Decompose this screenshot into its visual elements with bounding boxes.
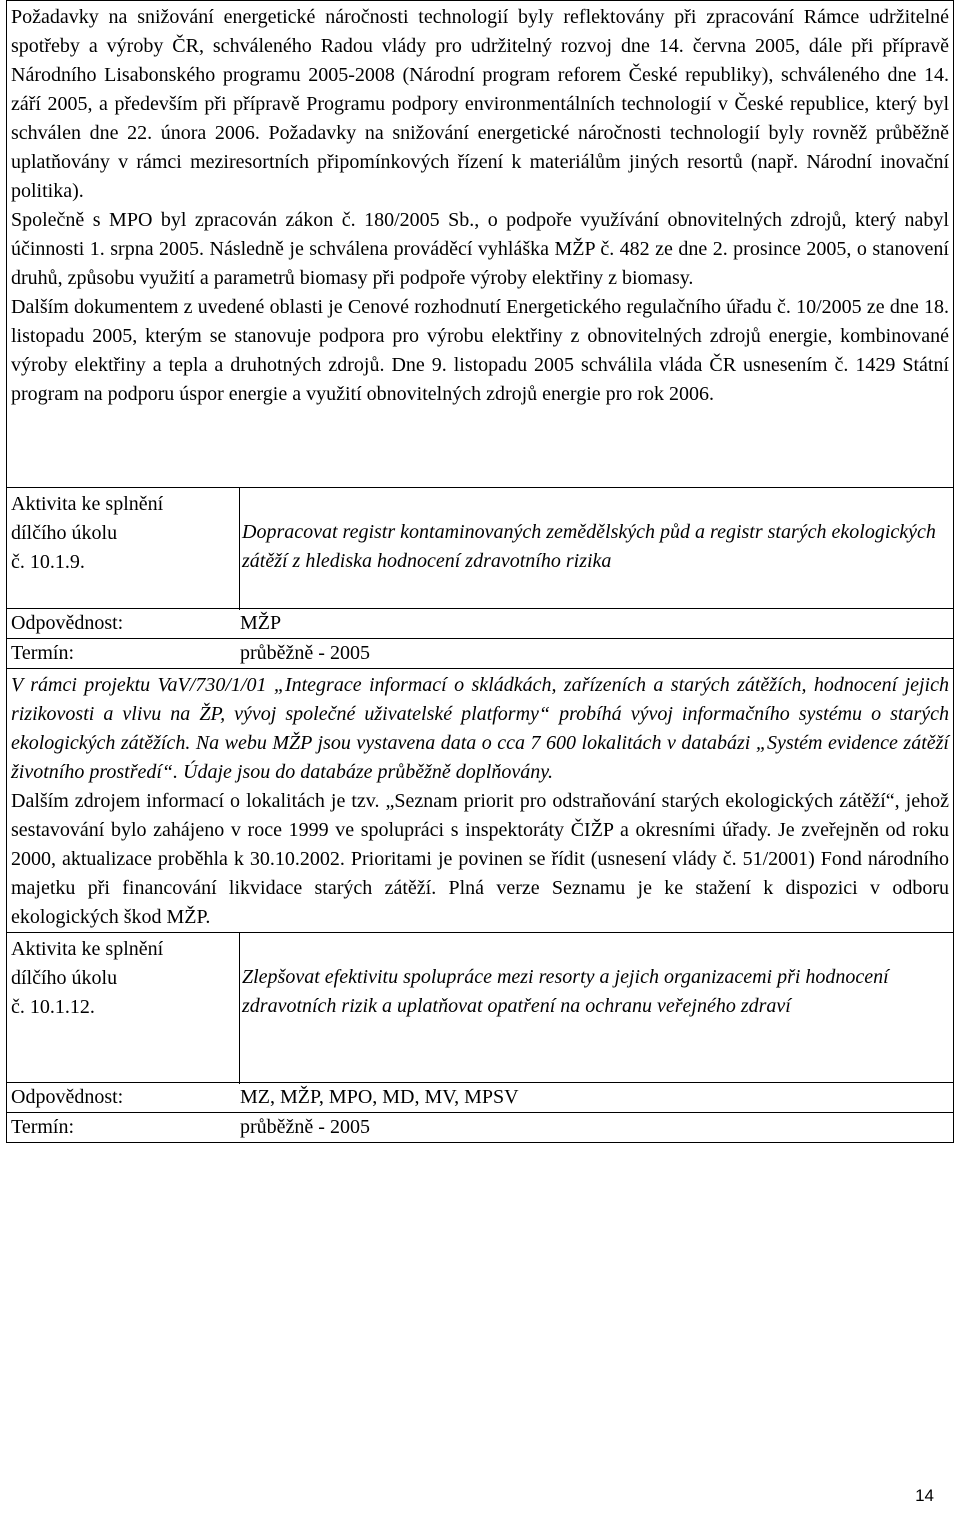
activity-label-line: Aktivita ke splnění: [11, 938, 164, 960]
intro-paragraph-1: Požadavky na snižování energetické náročnosti technologií byly reflektovány při zpracování Rámce udržitelné spotřeby a výroby ČR, schváleného Radou vlády pro udržitelný rozvoj dne 14. června 2005, dále při přípravě Národního Lisabonského programu 2005-2008 (Národní program reforem České republiky), schváleného dne 14. září 2005, a především při přípravě Programu podpory environmentálních technologií v České republice, který byl schválen dne 22. února 2006. Požadavky na snižování energetické náročnosti technologií byly rovněž průběžně uplatňovány v rámci meziresortních připomínkových řízení k materiálům jiných resortů (např. Národní inovační politika).: [11, 6, 949, 202]
page-number: 14: [915, 1486, 934, 1505]
activity-label-line: dílčího úkolu: [11, 967, 118, 989]
activity-label-number: č. 10.1.9.: [11, 551, 85, 573]
activity-1-report: [7, 669, 953, 932]
activity-label-number: č. 10.1.12.: [11, 996, 95, 1018]
responsibility-table-2: [6, 1082, 954, 1143]
responsibility-table-1: [6, 608, 954, 669]
term-label: Termín:: [11, 642, 75, 664]
intro-text: [7, 1, 953, 409]
activity-description-2: Zlepšovat efektivitu spolupráce mezi resorty a jejich organizacemi při hodnocení zdravotních rizik a uplatňovat opatření na ochranu veřejného zdraví: [242, 966, 889, 1017]
activity-label-1: [7, 488, 240, 610]
responsibility-value: MZ, MŽP, MPO, MD, MV, MPSV: [240, 1086, 519, 1108]
activity-description-1: Dopracovat registr kontaminovaných zemědělských půd a registr starých ekologických zátěží z hlediska hodnocení zdravotního rizika: [242, 521, 936, 572]
activity-label-line: dílčího úkolu: [11, 522, 118, 544]
activity-box-1: [6, 487, 954, 609]
responsibility-value: MŽP: [240, 612, 282, 634]
report-italic-paragraph: V rámci projektu VaV/730/1/01 „Integrace informací o skládkách, zařízeních a starých zátěžích, hodnocení jejich rizikovosti a vlivu na ŽP, vývoj společné uživatelské platformy“ probíhá vývoj informačního systému o starých ekologických zátěžích. Na webu MŽP jsou vystavena data o cca 7 600 lokalitách v databázi „Systém evidence zátěží životního prostředí“. Údaje jsou do databáze průběžně doplňovány.: [11, 674, 949, 783]
term-value: průběžně - 2005: [240, 1116, 370, 1138]
activity-box-2: [6, 932, 954, 1083]
term-row: [7, 1113, 953, 1142]
responsibility-label: Odpovědnost:: [11, 1086, 124, 1108]
responsibility-row: [7, 609, 953, 639]
intro-paragraph-2: Společně s MPO byl zpracován zákon č. 180/2005 Sb., o podpoře využívání obnovitelných zdrojů, který nabyl účinnosti 1. srpna 2005. Následně je schválena prováděcí vyhláška MŽP č. 482 ze dne 2. prosince 2005, o stanovení druhů, způsobu využití a parametrů biomasy při podpoře výroby elektřiny z biomasy.: [11, 209, 949, 289]
term-label: Termín:: [11, 1116, 75, 1138]
activity-label-2: [7, 933, 240, 1084]
responsibility-row: [7, 1083, 953, 1113]
term-value: průběžně - 2005: [240, 642, 370, 664]
activity-1-report-box: [6, 668, 954, 933]
intro-paragraph-3: Dalším dokumentem z uvedené oblasti je Cenové rozhodnutí Energetického regulačního úřadu č. 10/2005 ze dne 18. listopadu 2005, kterým se stanovuje podpora pro výrobu elektřiny z obnovitelných zdrojů energie, kombinované výroby elektřiny a tepla a druhotných zdrojů. Dne 9. listopadu 2005 schválila vláda ČR usnesením č. 1429 Státní program na podporu úspor energie a využití obnovitelných zdrojů energie pro rok 2006.: [11, 296, 949, 405]
term-row: [7, 639, 953, 668]
responsibility-label: Odpovědnost:: [11, 612, 124, 634]
document-page: [6, 0, 954, 1143]
report-paragraph: Dalším zdrojem informací o lokalitách je tzv. „Seznam priorit pro odstraňování starých ekologických zátěží“, jehož sestavování bylo zahájeno v roce 1999 ve spolupráci s inspektoráty ČIŽP a okresními úřady. Je zveřejněn od roku 2000, aktualizace proběhla k 30.10.2002. Prioritami je povinen se řídit (usnesení vlády č. 51/2001) Fond národního majetku při financování likvidace starých zátěží. Plná verze Seznamu je ke stažení k dispozici v odboru ekologických škod MŽP.: [11, 790, 949, 928]
intro-box: [6, 0, 954, 488]
activity-label-line: Aktivita ke splnění: [11, 493, 164, 515]
